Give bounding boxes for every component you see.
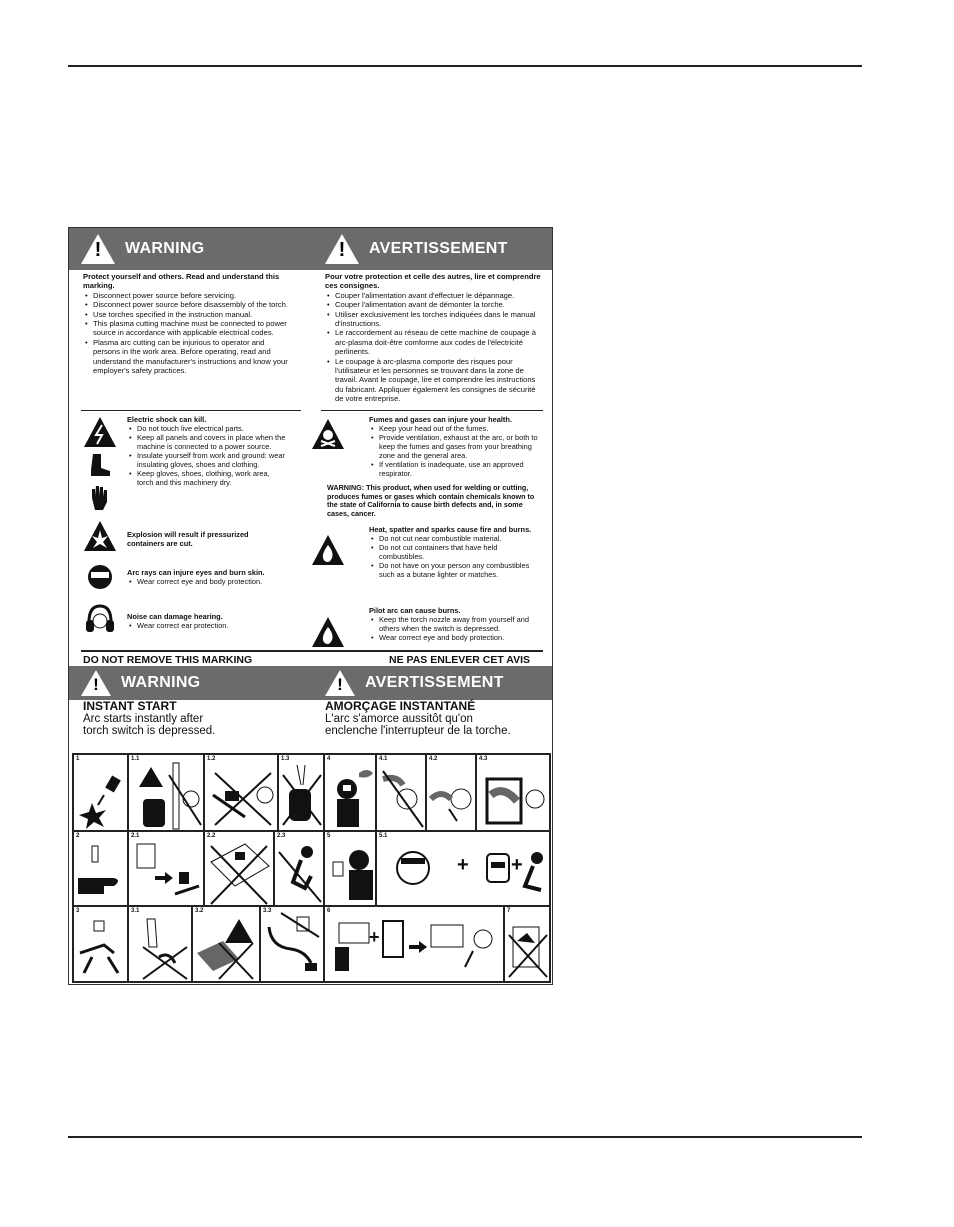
list-item: • Disconnect power source before disassembly of the torch. [93,300,288,309]
divider [81,650,543,652]
pictogram-panel: 4.1 [376,754,426,831]
safety-warning-label [68,227,553,985]
warning-bar-bottom [69,666,552,700]
pictogram-panel: 3 [73,906,128,982]
fire-hazard-icon [311,534,345,566]
electric-shock-icon [83,416,117,448]
warning-title-en: WARNING [125,240,205,257]
pictogram-panel: 4.2 [426,754,476,831]
list-item: • Wear correct eye and body protection. [379,633,539,642]
pictogram-panel: 2.3 [274,831,324,906]
list-item: • Couper l'alimentation avant d'effectuer le dépannage. [335,291,543,300]
list-item: • Le coupage à arc-plasma comporte des risques pour l'utilisateur et les personnes se trouvant dans la zone de travail. Avant le coupage, lire et comprendre les instructions du fabricant. Appliquer également les consignes de sécurité de votre entreprise. [335,357,543,404]
pictogram-grid [72,753,551,983]
pictogram-panel: 1.1 [128,754,204,831]
pictogram-panel: 5.1 + + [376,831,550,906]
list-item: • If ventilation is inadequate, use an approved respirator. [379,460,539,478]
skull-crossbones-icon [311,418,345,450]
pictogram-panel: 4 [324,754,376,831]
california-warning: WARNING: This product, when used for welding or cutting, produces fumes or gases which contain chemicals known to the state of California to cause birth defects and, in some cases, cancer. [327,483,535,518]
pictogram-panel: 5 [324,831,376,906]
list-item: • This plasma cutting machine must be connected to power source in accordance with applicable electrical codes. [93,319,288,338]
pictogram-panel: 1.2 [204,754,278,831]
hazard-arc-rays: Arc rays can injure eyes and burn skin. • Wear correct eye and body protection. [127,568,292,586]
list-item: • Keep gloves, shoes, clothing, work area, torch and this machinery dry. [137,469,287,487]
fire-hazard-icon [311,616,345,648]
header-rule [68,65,862,67]
hazard-electric-shock: Electric shock can kill. • Do not touch live electrical parts. • Keep all panels and covers in place when the machine is connected to a power source. • Insulate yourself from work and ground: wear insulating gloves, shoes and clothing. • Keep gloves, shoes, clothing, work area, torch and this machinery dry. [127,415,287,487]
pictogram-panel: 2.1 [128,831,204,906]
pictogram-panel: 4.3 [476,754,550,831]
pictogram-panel: 2 [73,831,128,906]
instant-start-en: INSTANT START Arc starts instantly after torch switch is depressed. [83,699,216,737]
pictogram-panel: 2.2 [204,831,274,906]
warning-triangle-icon: ! [325,670,355,696]
warning-bar-top [69,228,552,270]
warning-title-en: WARNING [121,674,201,691]
warning-title-fr: AVERTISSEMENT [365,674,504,691]
list-item: • Plasma arc cutting can be injurious to operator and persons in the work area. Before operating, read and understand the manufacturer's instructions and know your employer's safety practices. [93,338,288,376]
list-item: • Do not touch live electrical parts. [137,424,287,433]
list-item: • Couper l'alimentation avant de démonter la torche. [335,300,543,309]
hazard-explosion: Explosion will result if pressurized containers are cut. [127,530,249,548]
hazard-pilot-arc: Pilot arc can cause burns. • Keep the torch nozzle away from yourself and others when the switch is depressed. • Wear correct eye and body protection. [369,606,539,642]
divider [321,410,543,411]
warning-triangle-icon: ! [81,670,111,696]
list-item: • Le raccordement au réseau de cette machine de coupage à arc-plasma doit-être comforme aux codes de l'électricité perlinents. [335,328,543,356]
list-item: • Wear correct ear protection. [137,621,287,630]
intro-english: Protect yourself and others. Read and understand this marking. • Disconnect power source before servicing. • Disconnect power source before disassembly of the torch. • Use torches specified in the instruction manual. • This plasma cutting machine must be connected to power source in accordance with applicable electrical codes. • Plasma arc cutting can be injurious to operator and persons in the work area. Before operating, read and understand the manufacturer's instructions and know your employer's safety practices. [83,272,288,375]
list-item: • Provide ventilation, exhaust at the arc, or both to keep the fumes and gases from your breathing zone and the general area. [379,433,539,460]
list-item: • Disconnect power source before servicing. [93,291,288,300]
pictogram-panel: 7 [504,906,550,982]
pictogram-panel: 3.1 [128,906,192,982]
do-not-remove-en: DO NOT REMOVE THIS MARKING [83,654,253,666]
hazard-fumes: Fumes and gases can injure your health. • Keep your head out of the fumes. • Provide ventilation, exhaust at the arc, or both to keep the fumes and gases from your breathing zone and the general area. • If ventilation is inadequate, use an approved respirator. [369,415,539,478]
warning-triangle-icon: ! [325,234,359,264]
divider [81,410,301,411]
list-item: • Utiliser exclusivement les torches indiquées dans le manual d'instructions. [335,310,543,329]
footer-rule [68,1136,862,1138]
pictogram-panel: 1 [73,754,128,831]
hazard-heat-sparks: Heat, spatter and sparks cause fire and burns. • Do not cut near combustible material. • Do not cut containers that have held combustibles. • Do not have on your person any combustibles such as a butane lighter or matches. [369,525,539,579]
list-item: • Do not cut near combustible material. [379,534,539,543]
list-item: • Wear correct eye and body protection. [137,577,292,586]
do-not-remove-fr: NE PAS ENLEVER CET AVIS [389,654,530,666]
pictogram-panel: 6 + [324,906,504,982]
warning-title-fr: AVERTISSEMENT [369,240,508,257]
glove-icon [87,484,113,512]
list-item: • Insulate yourself from work and ground: wear insulating gloves, shoes and clothing. [137,451,287,469]
pictogram-panel: 3.2 [192,906,260,982]
list-item: • Do not have on your person any combustibles such as a butane lighter or matches. [379,561,539,579]
warning-triangle-icon: ! [81,234,115,264]
list-item: • Do not cut containers that have held combustibles. [379,543,539,561]
list-item: • Keep the torch nozzle away from yourself and others when the switch is depressed. [379,615,539,633]
intro-french: Pour votre protection et celle des autres, lire et comprendre ces consignes. • Couper l'alimentation avant d'effectuer le dépannage. • Couper l'alimentation avant de démonter la torche. • Utiliser exclusivement les torches indiquées dans le manual d'instructions. • Le raccordement au réseau de cette machine de coupage à arc-plasma doit-être comforme aux codes de l'électricité perlinents. • Le coupage à arc-plasma comporte des risques pour l'utilisateur et les personnes se trouvant dans la zone de travail. Avant le coupage, lire et comprendre les instructions du fabricant. Appliquer également les consignes de sécurité de votre entreprise. [325,272,543,404]
explosion-icon [83,520,117,552]
face-shield-icon [85,562,115,592]
list-item: • Use torches specified in the instruction manual. [93,310,288,319]
pictogram-panel: 3.3 [260,906,324,982]
hazard-noise: Noise can damage hearing. • Wear correct ear protection. [127,612,287,630]
list-item: • Keep your head out of the fumes. [379,424,539,433]
plus-sign: + [457,854,469,876]
list-item: • Keep all panels and covers in place when the machine is connected to a power source. [137,433,287,451]
plus-sign: + [369,927,380,947]
instant-start-fr: AMORÇAGE INSTANTANÉ L'arc s'amorce aussitôt qu'on enclenche l'interrupteur de la torche. [325,699,511,737]
boot-icon [87,452,113,478]
plus-sign: + [511,854,523,876]
pictogram-panel: 1.3 [278,754,324,831]
ear-protection-icon [85,604,115,636]
